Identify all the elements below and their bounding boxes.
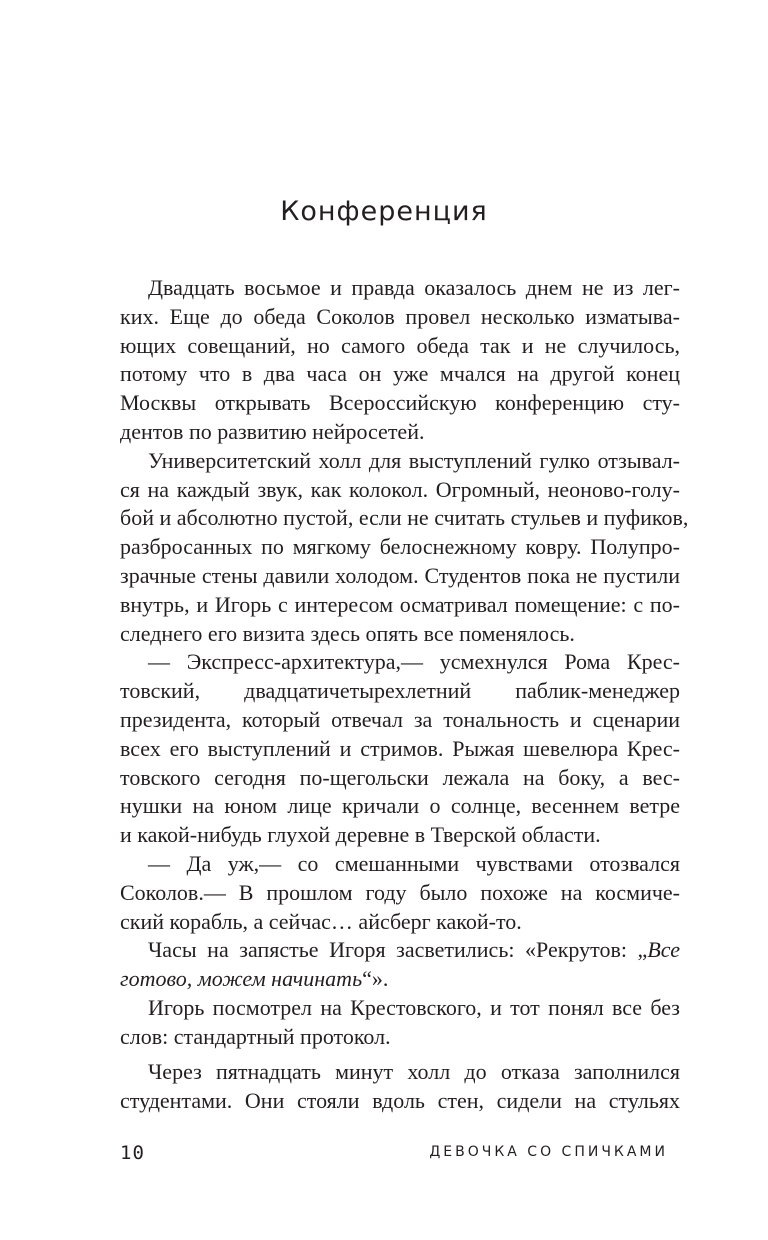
paragraph-5	[120, 936, 680, 994]
text-line	[120, 936, 680, 965]
text-line: бой и абсолютно пустой, если не считать стульев и пуфиков,	[120, 505, 689, 531]
text-line: разбросанных по мягкому белоснежному ковру. Полупро-	[120, 534, 680, 560]
text-run: “».	[362, 966, 389, 992]
text-line: и какой-нибудь глухой деревне в Тверской области.	[120, 822, 601, 848]
text-line: товский, двадцатичетырехлетний паблик-менеджер	[120, 678, 680, 704]
text-line: дентов по развитию нейросетей.	[120, 418, 425, 444]
text-line: — Экспресс-архитектура,— усмехнулся Рома Крес-	[148, 649, 680, 675]
text-line: президента, который отвечал за тональность и сценарии	[120, 706, 680, 732]
text-line: следнего его визита здесь опять все поменялось.	[120, 620, 575, 646]
text-line: Москвы открывать Всероссийскую конференцию сту-	[120, 390, 680, 416]
text-line: всех его выступлений и стримов. Рыжая шевелюра Крес-	[120, 735, 680, 761]
text-line: товского сегодня по-щегольски лежала на боку, а вес-	[120, 764, 680, 790]
paragraph-4	[120, 850, 680, 936]
italic-text-run: Все	[647, 937, 680, 963]
text-line: ский корабль, а сейчас… айсберг какой-то.	[120, 908, 522, 934]
text-line: Соколов.— В прошлом году было похоже на космиче-	[120, 879, 680, 905]
text-line: потому что в два часа он уже мчался на другой конец	[120, 361, 680, 387]
text-line: Двадцать восьмое и правда оказалось днем не из лег-	[148, 275, 680, 300]
text-line: внутрь, и Игорь с интересом осматривал помещение: с по-	[120, 591, 680, 617]
running-footer-title: ДЕВОЧКА СО СПИЧКАМИ	[429, 1144, 668, 1160]
italic-text-run: готово, можем начинать	[120, 966, 363, 992]
text-line: студентами. Они стояли вдоль стен, сидели на стульях	[120, 1087, 680, 1113]
text-line: — Да уж,— со смешанными чувствами отозвался	[148, 850, 680, 876]
page-number: 10	[120, 1142, 145, 1164]
body-text-section-2	[120, 1058, 680, 1116]
text-line: нушки на юном лице кричали о солнце, весеннем ветре	[120, 793, 680, 819]
text-line: ся на каждый звук, как колокол. Огромный, неоново-голу-	[120, 476, 680, 502]
paragraph-3	[120, 648, 680, 850]
text-line: Университетский холл для выступлений гулко отзывал-	[148, 447, 680, 473]
chapter-title: Конференция	[280, 196, 488, 227]
text-line: ющих совещаний, но самого обеда так и не случилось,	[120, 332, 680, 358]
text-line: ких. Еще до обеда Соколов провел несколько изматыва-	[120, 303, 680, 329]
body-text	[120, 274, 689, 1052]
paragraph-6	[120, 994, 680, 1052]
text-run: Часы на запястье Игоря засветились: «Рекрутов: „	[148, 937, 648, 963]
text-line	[120, 965, 680, 994]
text-line: зрачные стены давили холодом. Студентов пока не пустили	[120, 562, 680, 588]
paragraph-1	[120, 274, 680, 447]
paragraph-2	[120, 447, 689, 649]
text-line: слов: стандартный протокол.	[120, 1023, 391, 1049]
text-line: Игорь посмотрел на Крестовского, и тот понял все без	[148, 994, 680, 1020]
text-line: Через пятнадцать минут холл до отказа заполнился	[148, 1059, 680, 1084]
paragraph-7	[120, 1058, 680, 1116]
